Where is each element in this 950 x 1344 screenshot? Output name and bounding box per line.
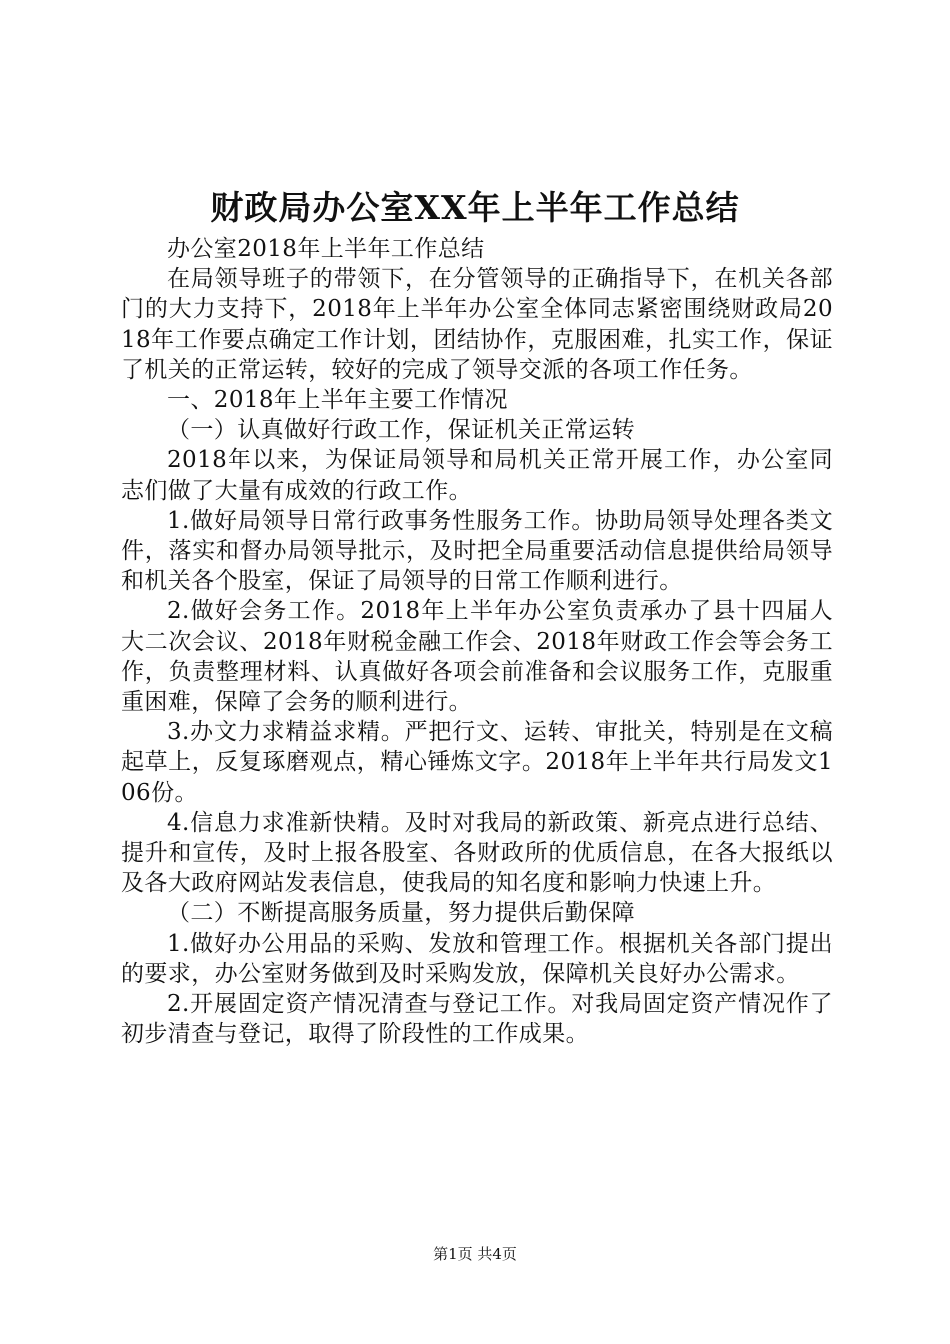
- list-item: 2.做好会务工作。2018年上半年办公室负责承办了县十四届人大二次会议、2018年财税金融工作会、2018年财政工作会等会务工作，负责整理材料、认真做好各项会前准备和会议服务工作，克服重重困难，保障了会务的顺利进行。: [121, 598, 833, 716]
- subsection-heading-1: （一）认真做好行政工作，保证机关正常运转: [167, 417, 635, 444]
- document-title: 财政局办公室XX年上半年工作总结: [210, 188, 740, 227]
- list-item: 1.做好局领导日常行政事务性服务工作。协助局领导处理各类文件，落实和督办局领导批示，及时把全局重要活动信息提供给局领导和机关各个股室，保证了局领导的日常工作顺利进行。: [121, 507, 833, 595]
- list-item: 2.开展固定资产情况清查与登记工作。对我局固定资产情况作了初步清查与登记，取得了阶段性的工作成果。: [121, 991, 833, 1048]
- section-heading-1: 一、2018年上半年主要工作情况: [167, 387, 508, 414]
- paragraph: 2018年以来，为保证局领导和局机关正常开展工作，办公室同志们做了大量有成效的行政工作。: [121, 447, 833, 504]
- list-item: 1.做好办公用品的采购、发放和管理工作。根据机关各部门提出的要求，办公室财务做到及时采购发放，保障机关良好办公需求。: [121, 930, 833, 987]
- paragraph-intro: 在局领导班子的带领下，在分管领导的正确指导下，在机关各部门的大力支持下，2018年上半年办公室全体同志紧密围绕财政局2018年工作要点确定工作计划，团结协作，克服困难，扎实工作，保证了机关的正常运转，较好的完成了领导交派的各项工作任务。: [121, 266, 833, 383]
- list-item: 4.信息力求准新快精。及时对我局的新政策、新亮点进行总结、提升和宣传，及时上报各股室、各财政所的优质信息，在各大报纸以及各大政府网站发表信息，使我局的知名度和影响力快速上升。: [121, 809, 833, 897]
- subsection-heading-2: （二）不断提高服务质量，努力提供后勤保障: [167, 900, 635, 927]
- page-footer: 第1页 共4页: [433, 1245, 517, 1263]
- document-body: [121, 234, 833, 1049]
- paragraph-subtitle: 办公室2018年上半年工作总结: [167, 236, 485, 262]
- list-item: 3.办文力求精益求精。严把行文、运转、审批关，特别是在文稿起草上，反复琢磨观点，精心锤炼文字。2018年上半年共行局发文106份。: [121, 719, 833, 806]
